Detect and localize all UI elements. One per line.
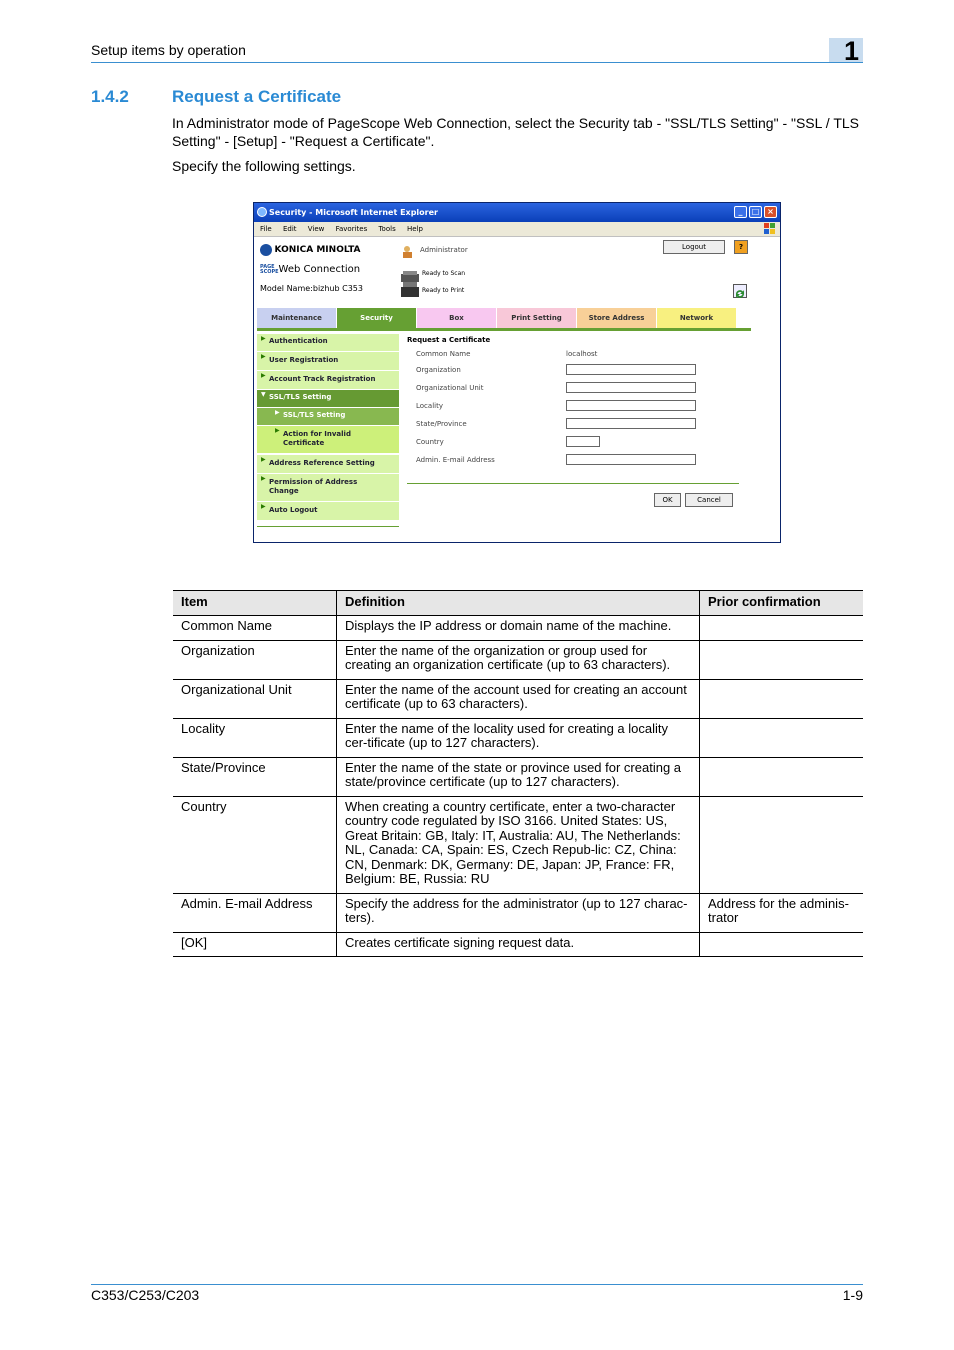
sidebar-bottom-rule (257, 526, 399, 527)
field-label-common-name: Common Name (416, 350, 471, 358)
locality-input[interactable] (566, 400, 696, 411)
header-item: Item (173, 591, 337, 616)
form-title: Request a Certificate (407, 336, 491, 344)
cell-definition: Creates certificate signing request data. (337, 932, 700, 957)
sidebar-subitem-invalid-certificate[interactable]: ▶ Action for Invalid Certificate (257, 426, 399, 453)
tab-maintenance[interactable]: Maintenance (257, 308, 336, 328)
sidebar-item-authentication[interactable]: ▶ Authentication (257, 334, 399, 351)
ie-icon (257, 207, 267, 217)
page-number: 1-9 (842, 1287, 863, 1303)
cell-definition: Enter the name of the locality used for creating a locality cer-tificate (up to 127 characters). (337, 718, 700, 757)
cell-item: Organizational Unit (173, 679, 337, 718)
footer-rule (91, 1284, 863, 1285)
cancel-button[interactable]: Cancel (685, 493, 733, 507)
scan-status: Ready to Scan (422, 270, 466, 277)
product-logo: PAGE SCOPE Web Connection (260, 263, 361, 275)
cell-prior (700, 679, 864, 718)
tab-underline (257, 328, 751, 331)
organization-input[interactable] (566, 364, 696, 375)
cell-definition: Enter the name of the organization or group used for creating an organization certificate (up to 63 characters). (337, 640, 700, 679)
tab-network[interactable]: Network (657, 308, 736, 328)
menu-favorites[interactable]: Favorites (335, 225, 368, 233)
cell-item: Common Name (173, 616, 337, 641)
window-titlebar (254, 203, 780, 222)
table-row (173, 893, 863, 932)
cell-item: Locality (173, 718, 337, 757)
common-name-value: localhost (566, 350, 598, 358)
close-icon[interactable]: × (764, 206, 777, 218)
brand-logo: KONICA MINOLTA (260, 244, 361, 256)
main-tabs (257, 308, 751, 328)
sidebar-item-ssl-tls[interactable]: ▼ SSL/TLS Setting (257, 390, 399, 407)
ok-button[interactable]: OK (654, 493, 681, 507)
menu-help[interactable]: Help (406, 225, 423, 233)
cell-prior (700, 616, 864, 641)
section-title: Request a Certificate (172, 87, 342, 106)
settings-intro: Specify the following settings. (172, 158, 356, 174)
field-label-admin-email: Admin. E-mail Address (416, 456, 495, 464)
refresh-icon[interactable] (733, 284, 747, 298)
tab-store-address[interactable]: Store Address (577, 308, 656, 328)
section-number: 1.4.2 (91, 87, 129, 106)
table-header-row (173, 591, 863, 616)
sidebar-subitem-ssl-tls-setting[interactable]: ▶ SSL/TLS Setting (257, 408, 399, 425)
tab-box[interactable]: Box (417, 308, 496, 328)
menu-bar (254, 222, 780, 237)
cell-prior (700, 757, 864, 796)
field-label-country: Country (416, 438, 444, 446)
cell-prior (700, 718, 864, 757)
field-label-state: State/Province (416, 420, 467, 428)
cell-definition: When creating a country certificate, enter a two-character country code regulated by ISO 3166. United States: US, Great Britain: GB, Italy: IT, Australia: AU, The Netherlands: NL, Canada: CA, Spain: ES, Czech Repub-lic: CZ, China: CN, Denmark: DK, Germany: DE, Japan: JP, France: FR, Belgium: BE, Russia: RU (337, 796, 700, 893)
sidebar-item-user-registration[interactable]: ▶ User Registration (257, 352, 399, 370)
minimize-icon[interactable]: _ (734, 206, 747, 218)
windows-logo-icon (764, 223, 776, 234)
cell-item: Organization (173, 640, 337, 679)
browser-window-screenshot (253, 202, 781, 543)
field-label-org-unit: Organizational Unit (416, 384, 484, 392)
org-unit-input[interactable] (566, 382, 696, 393)
sidebar-item-account-track[interactable]: ▶ Account Track Registration (257, 371, 399, 389)
tab-print-setting[interactable]: Print Setting (497, 308, 576, 328)
table-row (173, 679, 863, 718)
cell-definition: Specify the address for the administrator (up to 127 charac-ters). (337, 893, 700, 932)
form-divider (407, 483, 739, 484)
table-row (173, 640, 863, 679)
sidebar-item-address-permission[interactable]: ▶ Permission of Address Change (257, 474, 399, 501)
logout-button[interactable]: Logout (663, 240, 725, 254)
sidebar-item-auto-logout[interactable]: ▶ Auto Logout (257, 502, 399, 520)
cell-prior (700, 796, 864, 893)
menu-view[interactable]: View (307, 225, 325, 233)
cell-item: Country (173, 796, 337, 893)
cell-prior (700, 640, 864, 679)
cell-prior (700, 932, 864, 957)
print-status: Ready to Print (422, 287, 465, 294)
state-input[interactable] (566, 418, 696, 429)
country-input[interactable] (566, 436, 600, 447)
menu-file[interactable]: File (260, 225, 272, 233)
settings-table (173, 590, 863, 957)
header-prior-confirmation: Prior confirmation (700, 591, 864, 616)
menu-edit[interactable]: Edit (282, 225, 297, 233)
printer-icon (401, 282, 419, 301)
table-row (173, 616, 863, 641)
running-header: Setup items by operation (91, 42, 246, 58)
cell-definition: Displays the IP address or domain name of the machine. (337, 616, 700, 641)
table-row (173, 932, 863, 957)
table-row (173, 796, 863, 893)
table-row (173, 757, 863, 796)
model-name: Model Name:bizhub C353 (260, 284, 363, 293)
instruction-paragraph: In Administrator mode of PageScope Web Connection, select the Security tab - "SSL/TLS Setting" - "SSL / TLS Setting" - [Setup] - "Request a Certificate". (172, 115, 860, 149)
maximize-icon[interactable]: □ (749, 206, 762, 218)
admin-icon (401, 243, 415, 262)
cell-definition: Enter the name of the state or province used for creating a state/province certificate (up to 127 characters). (337, 757, 700, 796)
field-label-locality: Locality (416, 402, 443, 410)
page-content (254, 237, 780, 543)
field-label-organization: Organization (416, 366, 461, 374)
cell-definition: Enter the name of the account used for creating an account certificate (up to 63 characters). (337, 679, 700, 718)
header-rule (91, 62, 863, 63)
user-name: Administrator (420, 246, 468, 254)
footer-model: C353/C253/C203 (91, 1287, 200, 1303)
window-title: Security - Microsoft Internet Explorer (269, 208, 438, 217)
cell-item: Admin. E-mail Address (173, 893, 337, 932)
konica-minolta-icon (260, 244, 272, 256)
cell-item: State/Province (173, 757, 337, 796)
tab-security[interactable]: Security (337, 308, 416, 328)
help-button[interactable]: ? (734, 240, 748, 254)
cell-item: [OK] (173, 932, 337, 957)
admin-email-input[interactable] (566, 454, 696, 465)
sidebar-item-address-reference[interactable]: ▶ Address Reference Setting (257, 455, 399, 473)
table-row (173, 718, 863, 757)
header-definition: Definition (337, 591, 700, 616)
menu-tools[interactable]: Tools (378, 225, 396, 233)
cell-prior: Address for the adminis-trator (700, 893, 864, 932)
chapter-number: 1 (844, 36, 860, 66)
